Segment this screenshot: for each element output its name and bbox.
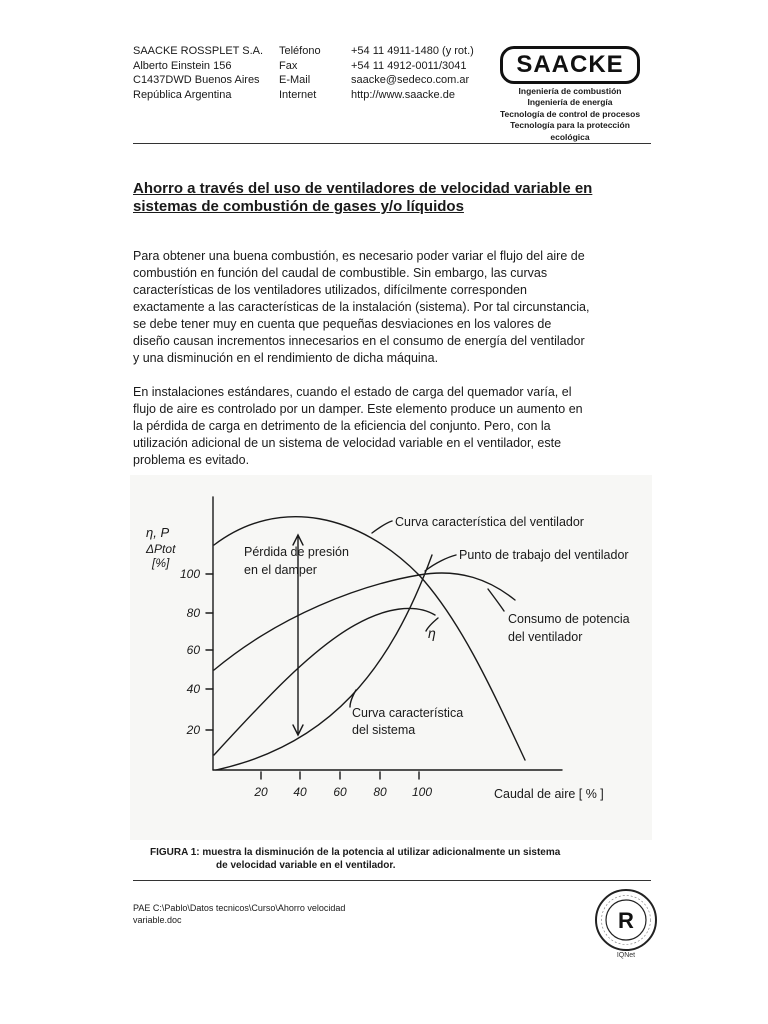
paragraph-line: En instalaciones estándares, cuando el estado de carga del quemador varía, el <box>133 385 572 399</box>
quality-certification-seal <box>592 880 660 960</box>
y-tick-label: 40 <box>186 682 200 696</box>
power-consumption-label: del ventilador <box>508 630 583 644</box>
document-title <box>133 180 653 216</box>
company-taglines <box>488 86 652 143</box>
leader-line <box>488 589 504 611</box>
system-characteristic-curve <box>216 555 432 770</box>
paragraph-line: utilización adicional de un sistema de velocidad variable en el ventilador, este <box>133 436 562 450</box>
contact-label-phone: Teléfono <box>279 45 321 57</box>
leader-line <box>350 690 356 707</box>
figure-caption <box>150 846 610 872</box>
seal-label: IQNet <box>616 952 636 959</box>
paragraph-line: Para obtener una buena combustión, es necesario poder variar el flujo del aire de <box>133 249 585 263</box>
contact-label-email: E-Mail <box>279 74 311 86</box>
footer-line: PAE C:\Pablo\Datos tecnicos\Curso\Ahorro velocidad <box>133 903 346 913</box>
x-tick-label: 100 <box>411 785 433 799</box>
address-line: SAACKE ROSSPLET S.A. <box>133 45 264 57</box>
tagline: Tecnología de control de procesos <box>499 108 641 119</box>
address-line: Alberto Einstein 156 <box>133 59 232 72</box>
tagline: ecológica <box>550 131 590 142</box>
x-tick-label: 20 <box>254 785 268 799</box>
x-tick-label: 40 <box>293 785 307 799</box>
figure-fan-curves <box>130 475 652 840</box>
paragraph-2 <box>133 384 655 469</box>
damper-loss-label: en el damper <box>244 563 317 577</box>
paragraph-line: características de los ventiladores utilizados, difícilmente corresponden <box>133 283 527 297</box>
title-line: sistemas de combustión de gases y/o líquidos <box>133 198 464 215</box>
x-axis-label: Caudal de aire [ % ] <box>494 787 604 801</box>
y-axis-label: η, P <box>146 525 170 540</box>
title-line: Ahorro a través del uso de ventiladores de velocidad variable en <box>133 180 593 197</box>
contact-website[interactable]: http://www.saacke.de <box>351 88 455 101</box>
paragraph-line: exactamente a las características de la instalación (sistema). Por tal circunstancia, <box>133 300 590 314</box>
contact-values <box>351 44 474 102</box>
paragraph-line: diseño causan incrementos innecesarios en el consumo de energía del ventilador <box>133 334 585 348</box>
paragraph-line: problema es evitado. <box>133 453 250 467</box>
fan-curve-diagram <box>130 475 652 840</box>
y-axis-label: ΔPtot <box>146 542 176 556</box>
system-curve-label: del sistema <box>352 723 416 737</box>
logo-text: SAACKE <box>516 51 624 78</box>
address-line: República Argentina <box>133 88 232 101</box>
file-path-footer <box>133 902 345 926</box>
contact-fax: +54 11 4912-0011/3041 <box>351 59 467 72</box>
damper-loss-label: Pérdida de presión <box>244 545 349 559</box>
power-consumption-label: Consumo de potencia <box>508 612 630 626</box>
y-tick-label: 100 <box>179 567 200 581</box>
footer-line: variable.doc <box>133 915 182 925</box>
x-tick-label: 60 <box>333 785 347 799</box>
saacke-logo <box>500 46 640 84</box>
leader-line <box>372 521 392 533</box>
fan-curve-label: Curva característica del ventilador <box>395 515 584 529</box>
system-curve-label: Curva característica <box>352 706 464 720</box>
y-tick-label: 80 <box>186 606 200 620</box>
x-tick-label: 80 <box>373 785 387 799</box>
paragraph-line: y una disminución en el rendimiento de dicha máquina. <box>133 351 439 365</box>
caption-line: FIGURA 1: muestra la disminución de la potencia al utilizar adicionalmente un sistema <box>150 847 561 858</box>
header-divider <box>133 143 651 144</box>
certification-seal-icon <box>592 880 660 960</box>
y-axis-label: [%] <box>152 556 170 570</box>
paragraph-line: se debe tener muy en cuenta que pequeñas desviaciones en los valores de <box>133 317 552 331</box>
efficiency-label: η <box>428 625 436 641</box>
paragraph-line: flujo de aire es controlado por un damper. Este elemento produce un aumento en <box>133 402 583 416</box>
contact-label-internet: Internet <box>279 88 317 101</box>
tagline: Tecnología para la protección <box>510 120 630 131</box>
y-tick-label: 60 <box>186 643 200 657</box>
tagline: Ingeniería de combustión <box>518 86 622 96</box>
paragraph-line: la pérdida de carga en detrimento de la eficiencia del conjunto. Pero, con la <box>133 419 551 433</box>
caption-line: de velocidad variable en el ventilador. <box>216 860 396 871</box>
company-address <box>133 44 263 102</box>
svg-text:R: R <box>618 908 634 933</box>
paragraph-line: combustión en función del caudal de combustible. Sin embargo, las curvas <box>133 266 548 280</box>
contact-phone: +54 11 4911-1480 (y rot.) <box>351 45 474 57</box>
footer-divider <box>133 880 651 881</box>
contact-label-fax: Fax <box>279 59 298 72</box>
contact-labels <box>279 44 321 102</box>
power-consumption-curve <box>214 573 515 670</box>
paragraph-1 <box>133 248 655 367</box>
contact-email[interactable]: saacke@sedeco.com.ar <box>351 74 470 86</box>
tagline: Ingeniería de energía <box>527 97 613 108</box>
address-line: C1437DWD Buenos Aires <box>133 74 260 86</box>
y-tick-label: 20 <box>186 723 200 737</box>
operating-point-label: Punto de trabajo del ventilador <box>459 548 629 562</box>
